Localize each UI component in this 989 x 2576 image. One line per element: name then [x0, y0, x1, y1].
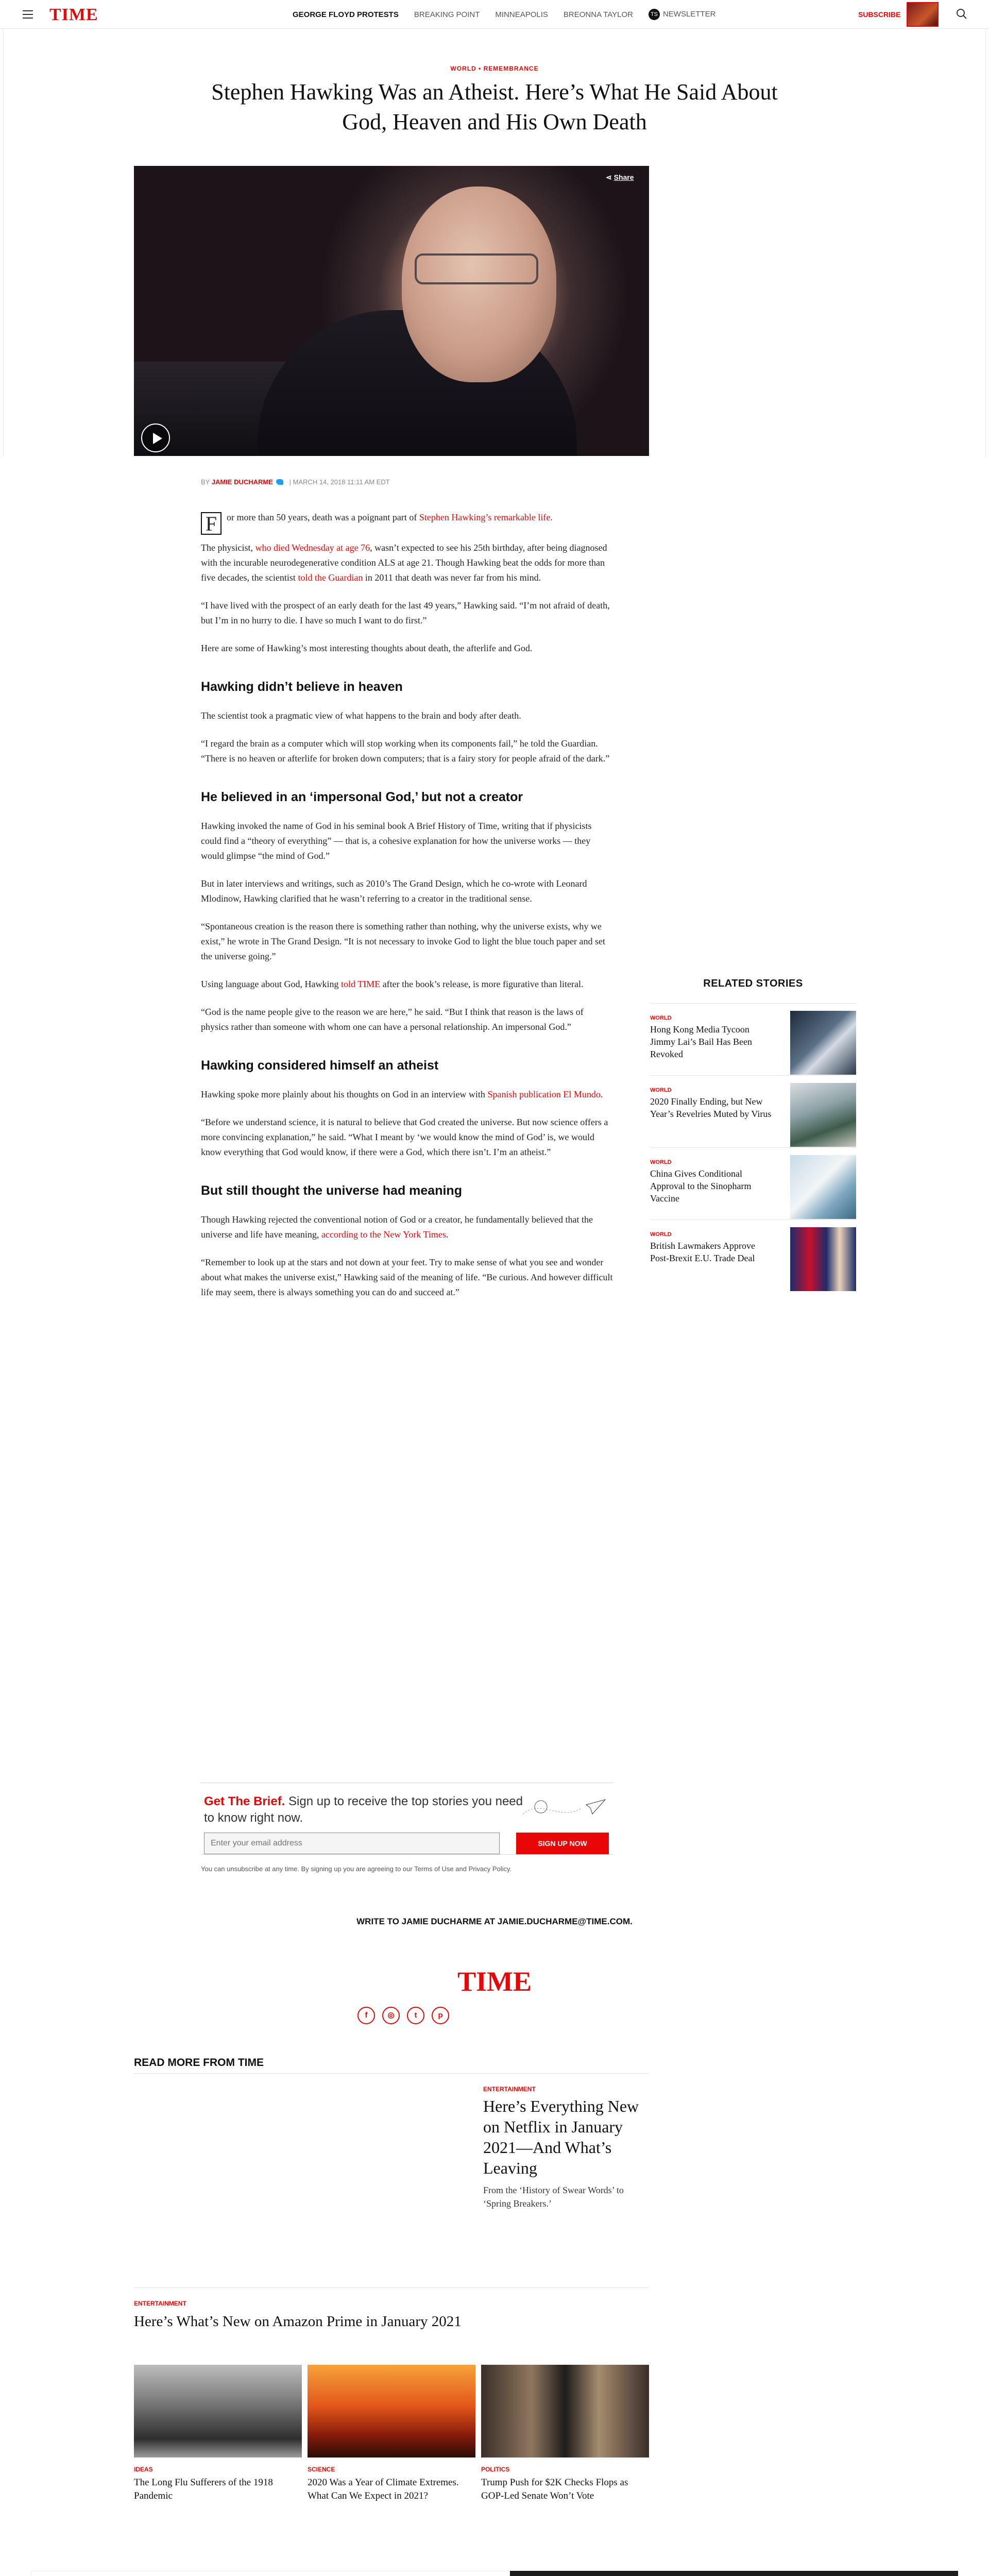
story-kicker: SCIENCE: [308, 2466, 335, 2473]
related-stories: [650, 978, 856, 1292]
paragraph: Hawking invoked the name of God in his seminal book A Brief History of Time, writing that if physicists could find a “theory of everything” — that is, a cohesive explanation for how the universe works — they would glimpse “the mind of God.”: [201, 821, 592, 861]
nav-newsletter-label: NEWSLETTER: [662, 9, 716, 19]
paragraph: “I regard the brain as a computer which will stop working when its components fail,” he told the Guardian. “There is no heaven or afterlife for broken down computers; that is a fairy story for people afraid of the dark.”: [201, 738, 610, 764]
paragraph: “Before we understand science, it is natural to believe that God created the universe. But now science offers a more convincing explanation,” he said. “What I meant by ‘we would know the mind of God’ is, we would know everything that God would know, if there were a God, which there isn’t. I’m an atheist.”: [201, 1117, 608, 1157]
related-kicker: WORLD: [650, 1159, 672, 1165]
byline-separator: |: [289, 478, 291, 486]
play-video-button[interactable]: [141, 423, 170, 452]
story-title[interactable]: The Long Flu Sufferers of the 1918 Pandemic: [134, 2477, 273, 2501]
site-header: [0, 0, 989, 29]
search-icon[interactable]: [956, 8, 967, 20]
section-heading: Hawking considered himself an atheist: [201, 1058, 439, 1073]
hero-image: [134, 166, 649, 456]
magazine-cover-thumbnail[interactable]: [907, 2, 939, 27]
paragraph: “Remember to look up at the stars and not down at your feet. Try to make sense of what you see and wonder about what makes the universe exist,” Hawking said of the meaning of life. “Be curious. And however difficult life may seem, there is always something you can do and succeed at.”: [201, 1257, 613, 1297]
hero-glasses: [415, 253, 538, 284]
paper-plane-icon: [520, 1793, 608, 1824]
newsletter-promo: [510, 2571, 958, 2576]
time-logo-footer[interactable]: TIME: [457, 1966, 532, 1997]
related-thumbnail[interactable]: [790, 1227, 856, 1291]
nav-breaking-point[interactable]: BREAKING POINT: [414, 10, 480, 19]
related-title[interactable]: Hong Kong Media Tycoon Jimmy Lai’s Bail Has Been Revoked: [650, 1024, 752, 1059]
paragraph-text: .: [600, 1089, 603, 1099]
paragraph: But in later interviews and writings, such as 2010’s The Grand Design, which he co-wrote with Leonard Mlodinow, Hawking clarified that he wasn’t referring to a creator in the traditional sense.: [201, 878, 587, 904]
brief-signup: [201, 1783, 613, 1855]
related-item[interactable]: [650, 1219, 856, 1292]
story-title[interactable]: 2020 Was a Year of Climate Extremes. What Can We Expect in 2021?: [308, 2477, 459, 2501]
story-kicker: IDEAS: [134, 2466, 153, 2473]
nav-breonna-taylor[interactable]: BREONNA TAYLOR: [563, 10, 633, 19]
feature-kicker: ENTERTAINMENT: [483, 2086, 536, 2093]
story-image[interactable]: [134, 2365, 302, 2458]
paragraph: “I have lived with the prospect of an early death for the last 49 years,” Hawking said. “I’m not afraid of death, but I’m in no hurry to die. I have so much I want to do first.”: [201, 600, 610, 625]
nav-minneapolis[interactable]: MINNEAPOLIS: [495, 10, 548, 19]
el-mundo-link[interactable]: Spanish publication El Mundo: [487, 1089, 601, 1099]
drop-cap: F: [201, 512, 221, 535]
related-kicker: WORLD: [650, 1087, 672, 1093]
brief-disclaimer: You can unsubscribe at any time. By signing up you are agreeing to our Terms of Use and Privacy Policy.: [201, 1865, 512, 1873]
divider: [134, 2287, 649, 2288]
section-heading: Hawking didn’t believe in heaven: [201, 680, 403, 694]
lede-paragraph: [201, 510, 613, 535]
related-thumbnail[interactable]: [790, 1155, 856, 1219]
section-heading: He believed in an ‘impersonal God,’ but not a creator: [201, 790, 523, 804]
related-kicker: WORLD: [650, 1231, 672, 1238]
paragraph: [201, 1212, 613, 1242]
subscribe-promo: [31, 2571, 510, 2576]
facebook-icon[interactable]: f: [357, 2007, 375, 2024]
brief-subtitle: Sign up to receive the top stories you need to know right now.: [204, 1794, 523, 1825]
byline: [201, 478, 390, 486]
feature-description: From the ‘History of Swear Words’ to ‘Spring Breakers.’: [483, 2185, 624, 2209]
related-title[interactable]: 2020 Finally Ending, but New Year’s Revelries Muted by Virus: [650, 1096, 772, 1119]
read-more-title: READ MORE FROM TIME: [134, 2057, 264, 2069]
lede-end: .: [550, 512, 553, 522]
paragraph: “God is the name people give to the reason we are here,” he said. “But I think that reason is the laws of physics rather than someone with whom one can have a personal relationship. An impersonal God.”: [201, 1007, 584, 1032]
instagram-icon[interactable]: ◎: [382, 2007, 400, 2024]
paragraph: [201, 1087, 613, 1102]
paragraph-text: Using language about God, Hawking: [201, 979, 341, 989]
paragraph-text: The physicist,: [201, 543, 255, 553]
divider: [134, 2073, 649, 2074]
story-image[interactable]: [481, 2365, 649, 2458]
paragraph: The scientist took a pragmatic view of what happens to the brain and body after death.: [201, 710, 521, 721]
related-kicker: WORLD: [650, 1015, 672, 1021]
paragraph-text: Though Hawking rejected the conventional notion of God or a creator, he fundamentally believed that the universe and life have meaning,: [201, 1214, 593, 1240]
hamburger-menu-icon[interactable]: [23, 10, 33, 19]
email-input[interactable]: [204, 1833, 500, 1854]
top-nav: [293, 0, 715, 29]
nytimes-link[interactable]: according to the New York Times: [321, 1229, 446, 1240]
left-divider: [3, 29, 4, 456]
share-icon: ⋖: [606, 173, 614, 181]
related-thumbnail[interactable]: [790, 1011, 856, 1075]
related-title[interactable]: China Gives Conditional Approval to the Sinopharm Vaccine: [650, 1168, 752, 1204]
related-item[interactable]: [650, 1147, 856, 1219]
remarkable-life-link[interactable]: Stephen Hawking’s remarkable life: [419, 512, 551, 522]
related-item[interactable]: [650, 1075, 856, 1147]
hero-face: [402, 187, 556, 382]
social-links: [357, 2007, 461, 2024]
nav-george-floyd-protests[interactable]: GEORGE FLOYD PROTESTS: [293, 10, 399, 19]
paragraph-text: after the book’s release, is more figurative than literal.: [380, 979, 584, 989]
brief-heading: [204, 1793, 523, 1826]
died-wednesday-link[interactable]: who died Wednesday at age 76: [255, 543, 370, 553]
author-link[interactable]: JAMIE DUCHARME: [211, 478, 273, 486]
paragraph: [201, 977, 613, 992]
publish-date: MARCH 14, 2018 11:11 AM EDT: [293, 478, 390, 486]
sign-up-button[interactable]: SIGN UP NOW: [516, 1833, 609, 1854]
share-button[interactable]: [606, 173, 634, 182]
brief-title: Get The Brief.: [204, 1794, 285, 1808]
feature-title[interactable]: Here’s Everything New on Netflix in January 2021—And What’s Leaving: [483, 2097, 639, 2177]
story-card[interactable]: [134, 2365, 302, 2503]
newsletter-badge-icon: TS: [649, 9, 660, 20]
amazon-title[interactable]: Here’s What’s New on Amazon Prime in January 2021: [134, 2313, 462, 2330]
told-time-link[interactable]: told TIME: [340, 979, 381, 989]
related-title[interactable]: British Lawmakers Approve Post-Brexit E.U. Trade Deal: [650, 1241, 755, 1263]
nav-newsletter[interactable]: [649, 9, 716, 20]
paragraph-text: .: [446, 1229, 449, 1240]
read-more-feature[interactable]: [483, 2086, 648, 2210]
guardian-link[interactable]: told the Guardian: [298, 572, 363, 583]
story-card[interactable]: [481, 2365, 649, 2503]
lede-text: or more than 50 years, death was a poignant part of: [227, 512, 419, 522]
article-headline: Stephen Hawking Was an Atheist. Here’s What He Said About God, Heaven and His Own Death: [211, 79, 778, 134]
story-title[interactable]: Trump Push for $2K Checks Flops as GOP-Led Senate Won’t Vote: [481, 2477, 628, 2501]
contact-author[interactable]: WRITE TO JAMIE DUCHARME AT JAMIE.DUCHARME@TIME.COM.: [356, 1917, 633, 1926]
related-stories-title: RELATED STORIES: [703, 978, 803, 989]
paragraph-text: Hawking spoke more plainly about his thoughts on God in an interview with: [201, 1089, 488, 1099]
paragraph-text: , wasn’t expected to see his 25th birthday, after being diagnosed with the incurable neurodegenerative condition ALS at age 21. Though Hawking beat the odds for more than five decades, the scientist: [201, 543, 607, 583]
section-heading: But still thought the universe had meaning: [201, 1183, 462, 1198]
article-kicker[interactable]: WORLD • REMEMBRANCE: [450, 65, 539, 72]
byline-prefix: BY: [201, 478, 210, 486]
twitter-icon[interactable]: [276, 479, 283, 485]
story-kicker: POLITICS: [481, 2466, 510, 2473]
share-label: Share: [613, 173, 634, 181]
paragraph: [201, 540, 613, 585]
right-divider: [985, 29, 986, 456]
pinterest-icon[interactable]: p: [432, 2007, 449, 2024]
story-image[interactable]: [308, 2365, 475, 2458]
paragraph-text: in 2011 that death was never far from his mind.: [363, 572, 541, 583]
twitter-icon[interactable]: t: [407, 2007, 424, 2024]
article-body: [201, 510, 613, 1313]
subscribe-link[interactable]: SUBSCRIBE: [858, 10, 901, 19]
related-item[interactable]: [650, 1003, 856, 1075]
amazon-kicker: ENTERTAINMENT: [134, 2300, 186, 2307]
story-card[interactable]: [308, 2365, 475, 2503]
paragraph: Here are some of Hawking’s most interesting thoughts about death, the afterlife and God.: [201, 643, 533, 653]
related-thumbnail[interactable]: [790, 1083, 856, 1147]
paragraph: “Spontaneous creation is the reason there is something rather than nothing, why the universe exists, why we exist,” he wrote in The Grand Design. “It is not necessary to invoke God to light the blue touch paper and set the universe going.”: [201, 921, 605, 961]
time-logo[interactable]: TIME: [49, 5, 98, 24]
